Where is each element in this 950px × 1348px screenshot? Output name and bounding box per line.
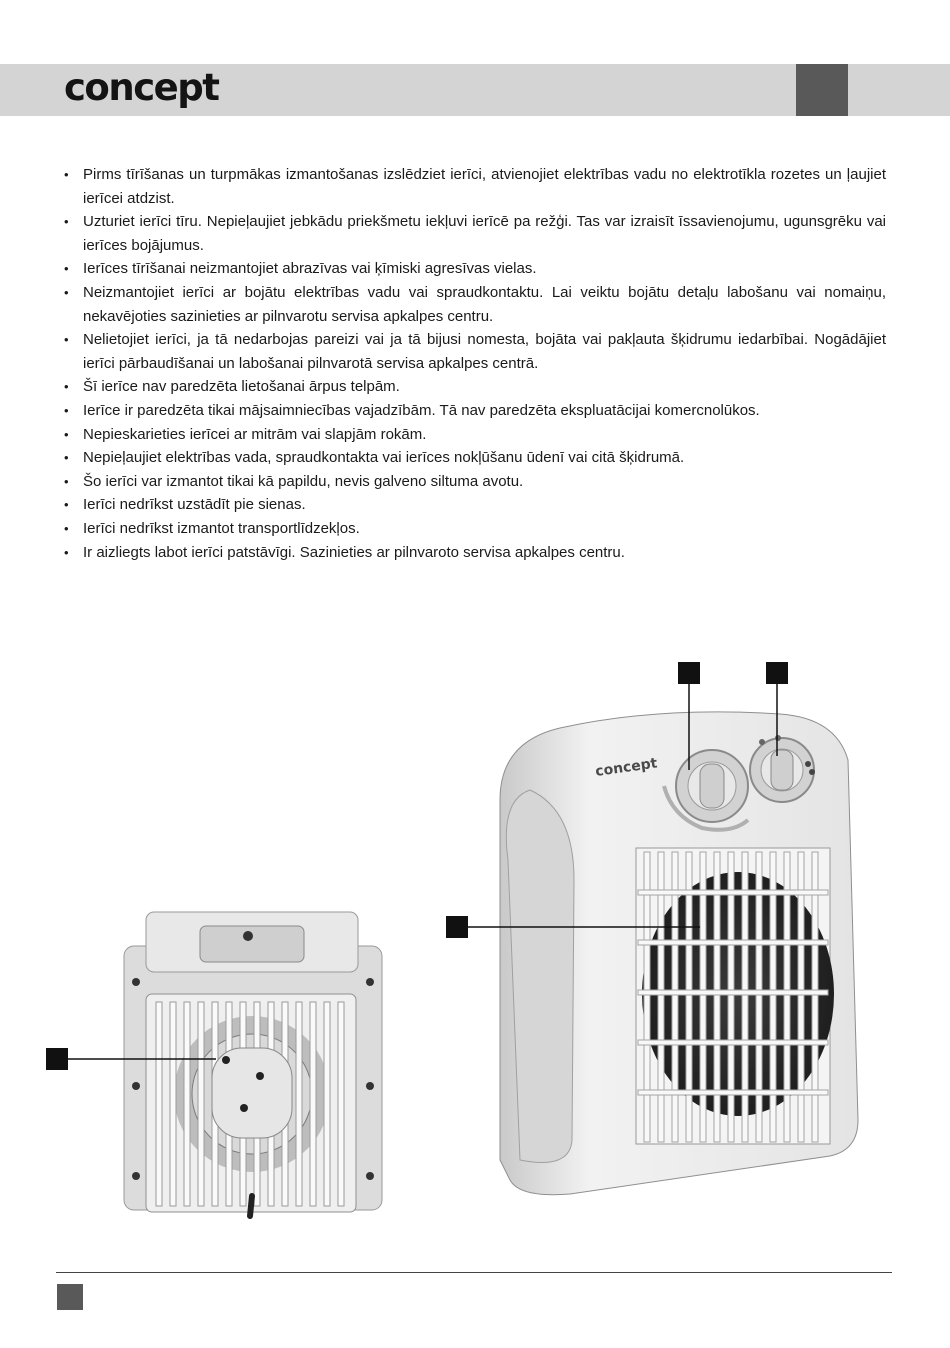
list-item: • Nepieskarieties ierīcei ar mitrām vai slapjām rokām. bbox=[64, 423, 886, 447]
list-item: • Nelietojiet ierīci, ja tā nedarbojas pareizi vai ja tā bijusi nomesta, bojāta vai pakļauta šķidrumu iedarbībai. Nogādājiet ierīci pārbaudīšanai un labošanai pilnvarotā servisa apkalpes centrā. bbox=[64, 328, 886, 375]
brand-logo: concept bbox=[64, 66, 219, 109]
callout-marker-2 bbox=[766, 662, 788, 684]
header-bar-right bbox=[854, 64, 950, 116]
footer-page-box bbox=[57, 1284, 83, 1310]
callout-marker-1 bbox=[678, 662, 700, 684]
callout-marker-4 bbox=[46, 1048, 68, 1070]
list-item: • Šī ierīce nav paredzēta lietošanai ārpus telpām. bbox=[64, 375, 886, 399]
list-item: • Ierīces tīrīšanai neizmantojiet abrazīvas vai ķīmiski agresīvas vielas. bbox=[64, 257, 886, 281]
list-item: • Uzturiet ierīci tīru. Nepieļaujiet jebkādu priekšmetu iekļuvi ierīcē pa režģi. Tas var izraisīt īssavienojumu, ugunsgrēku vai ierīces bojājumus. bbox=[64, 210, 886, 257]
header-page-tab bbox=[796, 64, 848, 116]
list-item: • Ierīci nedrīkst uzstādīt pie sienas. bbox=[64, 493, 886, 517]
list-item: • Pirms tīrīšanas un turpmākas izmantošanas izslēdziet ierīci, atvienojiet elektrības vadu no elektrotīkla rozetes un ļaujiet ierīcei atdzist. bbox=[64, 163, 886, 210]
list-item: • Ierīci nedrīkst izmantot transportlīdzekļos. bbox=[64, 517, 886, 541]
list-item: • Neizmantojiet ierīci ar bojātu elektrības vadu vai spraudkontaktu. Lai veiktu bojātu detaļu labošanu vai nomaiņu, nekavējoties sazinieties ar pilnvarotu servisa apkalpes centru. bbox=[64, 281, 886, 328]
heater-back-view bbox=[124, 912, 382, 1216]
callout-marker-3 bbox=[446, 916, 468, 938]
safety-instructions-list bbox=[64, 163, 886, 564]
list-item: • Ir aizliegts labot ierīci patstāvīgi. Sazinieties ar pilnvaroto servisa apkalpes centru. bbox=[64, 541, 886, 565]
list-item: • Šo ierīci var izmantot tikai kā papildu, nevis galveno siltuma avotu. bbox=[64, 470, 886, 494]
device-brand-label: concept bbox=[594, 755, 659, 780]
footer-divider bbox=[56, 1272, 892, 1273]
heater-front-view bbox=[500, 712, 858, 1195]
list-item: • Ierīce ir paredzēta tikai mājsaimniecības vajadzībām. Tā nav paredzēta ekspluatācijai komercnolūkos. bbox=[64, 399, 886, 423]
heater-figure bbox=[0, 640, 950, 1240]
list-item: • Nepieļaujiet elektrības vada, spraudkontakta vai ierīces nokļūšanu ūdenī vai citā šķidrumā. bbox=[64, 446, 886, 470]
